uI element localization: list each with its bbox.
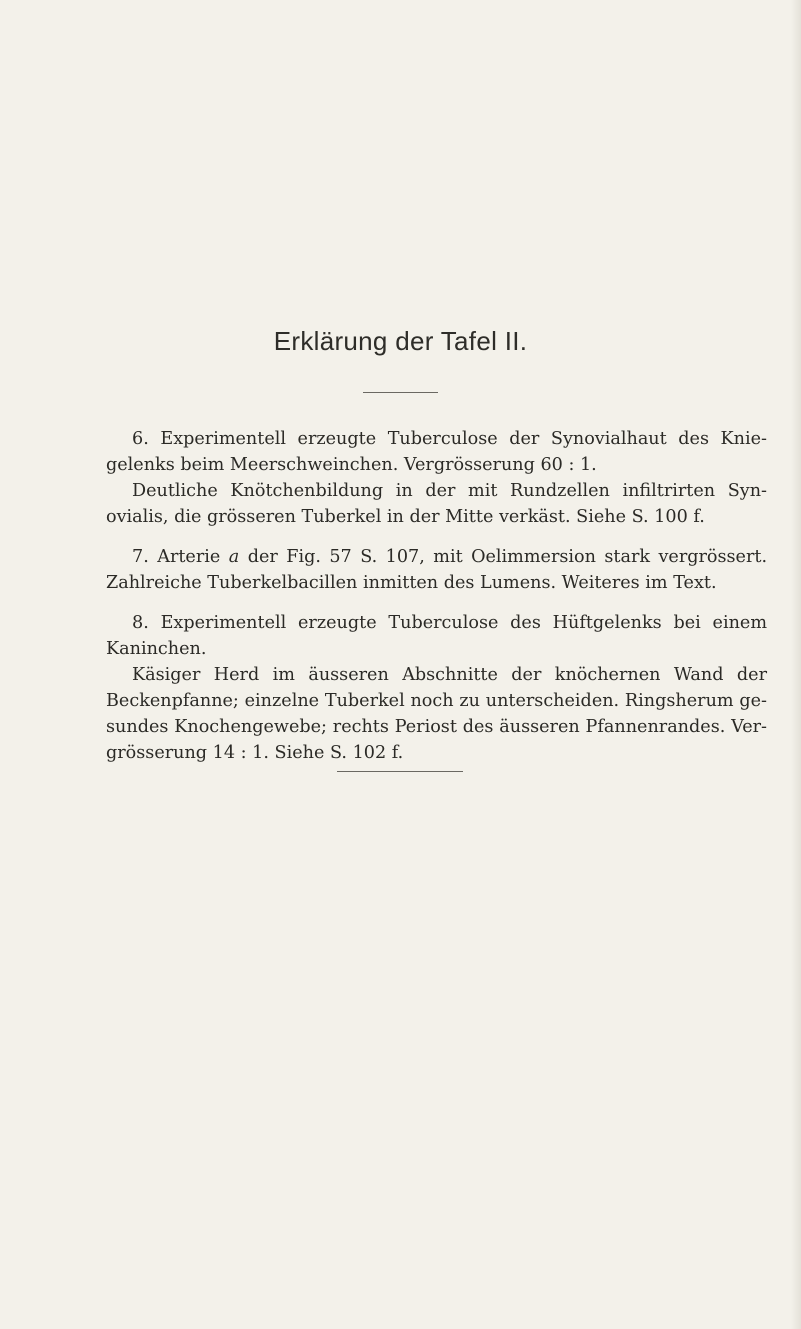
paragraph-7	[106, 544, 767, 596]
paragraph-number: 6.	[132, 429, 149, 449]
paragraph-text: Käsiger Herd im äusseren Abschnitte der knöchernen Wand der Beckenpfanne; einzelne Tuberkel noch zu unterscheiden. Ringsherum ge-sundes Knochengewebe; rechts Periost des äusseren Pfannenrandes. Ver-grösserung 14 : 1. Siehe S. 102 f.	[106, 665, 767, 763]
paragraph-text: Experimentell erzeugte Tuberculose des Hüftgelenks bei einem Kaninchen.	[106, 613, 768, 659]
paragraph-text: Experimentell erzeugte Tuberculose der Synovialhaut des Knie-gelenks beim Meerschweinchen. Vergrösserung 60 : 1.	[106, 429, 767, 475]
paragraph-number: 7.	[132, 547, 149, 567]
paragraph-6	[106, 426, 767, 478]
paragraph-number: 8.	[132, 613, 149, 633]
title-divider	[363, 392, 438, 393]
paragraph-text: Deutliche Knötchenbildung in der mit Rundzellen infiltrirten Syn-ovialis, die grösseren Tuberkel in der Mitte verkäst. Siehe S. 100 f.	[106, 481, 767, 527]
paragraph-8-detail	[106, 662, 767, 766]
paragraph-6-detail	[106, 478, 767, 530]
paragraph-text: der Fig. 57 S. 107, mit Oelimmersion stark vergrössert. Zahlreiche Tuberkelbacillen inmitten des Lumens. Weiteres im Text.	[106, 547, 768, 593]
paragraph-text: Arterie	[157, 547, 221, 567]
end-divider	[337, 771, 463, 772]
plate-explanation	[106, 426, 767, 766]
page-edge-shadow	[791, 0, 801, 1329]
paragraph-8	[106, 610, 767, 662]
paragraph-italic: a	[228, 547, 240, 567]
page-title: Erklärung der Tafel II.	[273, 326, 528, 356]
